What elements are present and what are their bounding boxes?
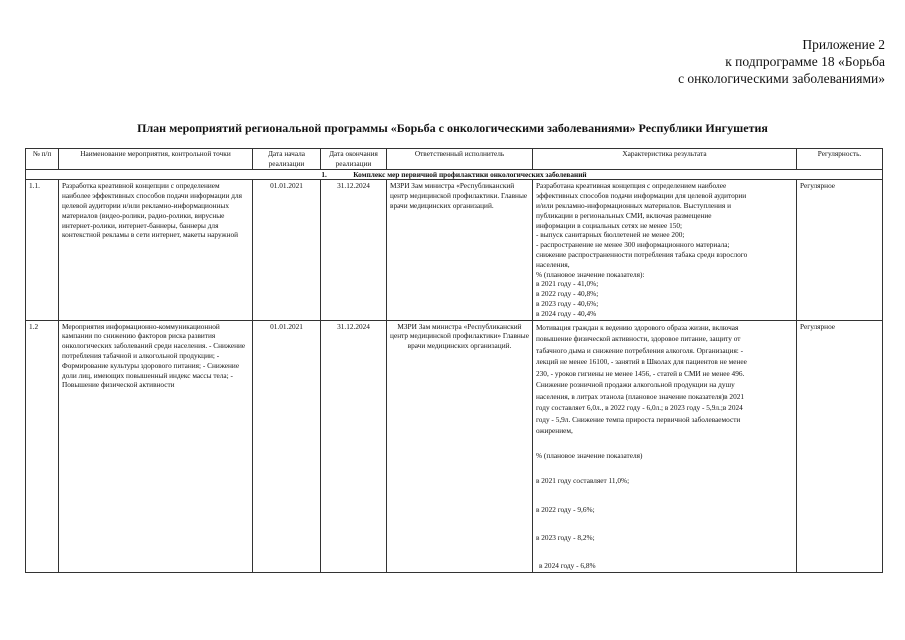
row-start-date: 01.01.2021 — [253, 180, 321, 320]
section-title: Комплекс мер первичной профилактики онкологических заболеваний — [353, 169, 587, 179]
section-number: 1. — [321, 169, 327, 179]
header-result: Характеристика результата — [533, 149, 797, 170]
result-year-2022: в 2022 году - 9,6%; — [536, 504, 595, 514]
result-line: % (плановое значение показателя): — [536, 269, 645, 279]
result-line: ожирением, — [536, 426, 573, 436]
header-responsible: Ответственный исполнитель — [387, 149, 533, 170]
header-number: № п/п — [26, 149, 59, 170]
appendix-line-3: с онкологическими заболеваниями» — [678, 71, 885, 86]
result-line: населения, — [536, 259, 570, 269]
header-regularity: Регулярность. — [797, 149, 883, 170]
result-line: табачного дыма и снижение потребления алкоголя. Организация: - — [536, 345, 744, 355]
row-responsible: МЗРИ Зам министра «Республиканский центр медицинской профилактики. Главные врачи медицинских организаций. — [387, 180, 533, 320]
result-line: году составляет 6,0л., в 2022 году - 6,0л.; в 2023 году - 5,9л.;в 2024 — [536, 403, 743, 413]
row-name: Разработка креативной концепции с определением наиболее эффективных способов подачи информации для целевой аудитории и/или рекламно-информационных материалов (видео-ролики, радио-ролики, вирусные интернет-ролики, интернет-баннеры, баннеры для контекстной рекламы в сети интернет, макеты наружной — [59, 180, 253, 320]
result-percent-note: % (плановое значение показателя) — [536, 450, 643, 460]
result-line: - выпуск санитарных бюллетеней не менее 200; — [536, 230, 685, 240]
row-end-date: 31.12.2024 — [321, 320, 387, 573]
result-line: повышение физической активности, здоровое питание, защиту от — [536, 334, 741, 344]
plan-table — [25, 148, 883, 573]
result-year-2023: в 2023 году - 8,2%; — [536, 533, 595, 543]
result-year-2024: в 2024 году - 6,8% — [539, 560, 596, 570]
result-line: Снижение розничной продажи алкогольной продукции на душу — [536, 380, 735, 390]
row-responsible: МЗРИ Зам министра «Республиканский центр медицинской профилактики» Главные врачи медицинских организаций. — [387, 320, 533, 573]
row-end-date: 31.12.2024 — [321, 180, 387, 320]
result-line: в 2022 году - 40,8%; — [536, 289, 599, 299]
result-line: и/или рекламно-информационных материалов. Выступления и — [536, 200, 732, 210]
table-row — [26, 180, 883, 320]
result-line: году - 5,9л. Снижение темпа прироста первичной заболеваемости — [536, 414, 741, 424]
appendix-line-1: Приложение 2 — [802, 37, 885, 52]
result-line: в 2023 году - 40,6%; — [536, 298, 599, 308]
row-result — [533, 320, 797, 573]
row-regularity: Регулярное — [797, 320, 883, 573]
appendix-line-2: к подпрограмме 18 «Борьба — [725, 54, 885, 69]
result-line: публикации в региональных СМИ, включая размещение — [536, 210, 712, 220]
header-end-date: Дата окончания реализации — [321, 149, 387, 170]
result-line: Разработана креативная концепция с определением наиболее — [536, 181, 727, 191]
row-name: Мероприятия информационно-коммуникационной кампании по снижению факторов риска развития онкологических заболеваний среди населения. - Снижение потребления табачной и алкогольной продукции; - Формирование культуры здорового питания; - Снижение доли лиц, имеющих повышенный индекс массы тела; - Повышение физической активности — [59, 320, 253, 573]
row-result — [533, 180, 797, 320]
result-line: - распространение не менее 300 информационного материала; — [536, 240, 730, 250]
result-line: Мотивация граждан к ведению здорового образа жизни, включая — [536, 322, 739, 332]
appendix-header — [678, 36, 885, 87]
row-regularity: Регулярное — [797, 180, 883, 320]
header-name: Наименование мероприятия, контрольной точки — [59, 149, 253, 170]
table-header-row — [26, 149, 883, 170]
row-number: 1.2 — [26, 320, 59, 573]
result-year-2021: в 2021 году составляет 11,0%; — [536, 476, 630, 486]
result-line: снижение распространенности потребления табака средн взрослого — [536, 249, 748, 259]
result-line: в 2021 году - 41,0%; — [536, 279, 599, 289]
result-line: эффективных способов подачи информации для целевой аудитории — [536, 191, 747, 201]
section-row — [26, 169, 883, 180]
section-cell — [26, 169, 883, 180]
result-line: лекций не менее 16100, - занятий в Школах для пациентов не менее — [536, 357, 747, 367]
header-start-date: Дата начала реализации — [253, 149, 321, 170]
row-start-date: 01.01.2021 — [253, 320, 321, 573]
table-row — [26, 320, 883, 573]
document-title: План мероприятий региональной программы «Борьба с онкологическими заболеваниями» Республики Ингушетия — [137, 121, 768, 135]
row-number: 1.1. — [26, 180, 59, 320]
result-line: в 2024 году - 40,4% — [536, 308, 597, 318]
result-line: информации в социальных сетях не менее 150; — [536, 220, 683, 230]
result-line: населения, в литрах этанола (плановое значение показателя)в 2021 — [536, 391, 745, 401]
result-line: 230, - уроков гигиены не менее 1456, - статей в СМИ не менее 496. — [536, 368, 745, 378]
